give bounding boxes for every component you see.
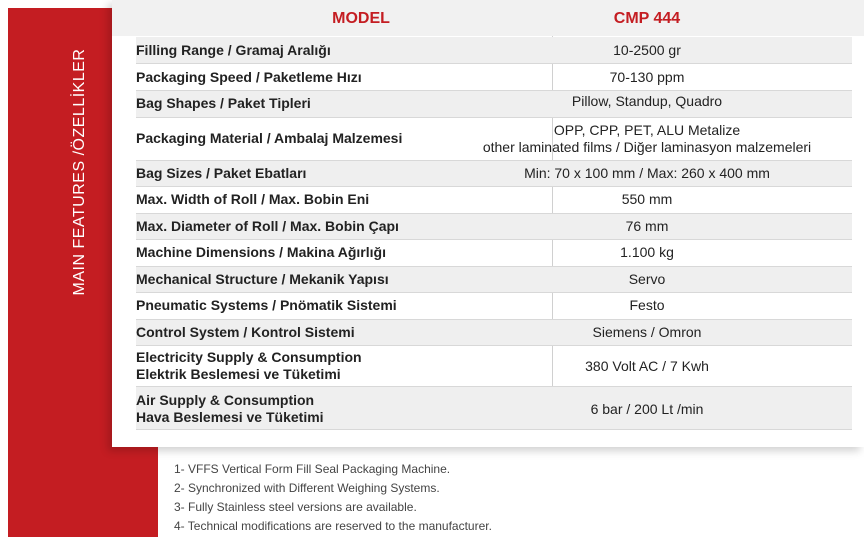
- row-value: 76 mm: [625, 218, 669, 234]
- row-value: Pillow, Standup, Quadro: [571, 93, 723, 109]
- row-value: 70-130 ppm: [609, 69, 685, 85]
- row-label: Bag Sizes / Paket Ebatları: [136, 165, 307, 181]
- footnote: 2- Synchronized with Different Weighing Systems.: [174, 481, 440, 495]
- header-model-label: MODEL: [332, 10, 390, 27]
- row-label: Pneumatic Systems / Pnömatik Sistemi: [136, 297, 397, 313]
- row-value: Servo: [628, 271, 666, 287]
- row-label: Filling Range / Gramaj Aralığı: [136, 42, 331, 58]
- row-label: Bag Shapes / Paket Tipleri: [136, 95, 311, 111]
- table-row: [136, 240, 852, 267]
- table-row: [136, 293, 852, 320]
- footnote: 3- Fully Stainless steel versions are available.: [174, 500, 417, 514]
- table-row: [136, 161, 852, 187]
- row-label: Electricity Supply & Consumption: [136, 349, 362, 365]
- spec-table: [112, 0, 864, 447]
- footnotes: [174, 460, 834, 536]
- table-header: [112, 0, 864, 36]
- row-value: 380 Volt AC / 7 Kwh: [585, 358, 709, 374]
- table-row: [136, 346, 852, 387]
- row-value: Siemens / Omron: [592, 324, 702, 340]
- footnote: 1- VFFS Vertical Form Fill Seal Packaging Machine.: [174, 462, 451, 476]
- table-row: [136, 387, 852, 430]
- header-model-value: CMP 444: [613, 10, 681, 27]
- row-label-line2: Elektrik Beslemesi ve Tüketimi: [136, 366, 341, 382]
- table-row: [136, 64, 852, 91]
- table-row: [136, 214, 852, 240]
- row-value: 6 bar / 200 Lt /min: [590, 401, 704, 417]
- row-value: OPP, CPP, PET, ALU Metalize: [553, 122, 741, 138]
- table-row: [136, 187, 852, 214]
- table-row: [136, 91, 852, 118]
- row-label: Air Supply & Consumption: [136, 392, 315, 408]
- side-title: MAIN FEATURES /ÖZELLİKLER: [71, 48, 88, 296]
- row-value: Festo: [629, 297, 665, 313]
- footnote: 4- Technical modifications are reserved to the manufacturer.: [174, 519, 492, 533]
- row-value: 1.100 kg: [620, 244, 674, 260]
- table-row: [136, 37, 852, 64]
- row-value: 10-2500 gr: [613, 42, 681, 58]
- row-value: 550 mm: [621, 191, 673, 207]
- table-row: [136, 320, 852, 346]
- row-label: Packaging Speed / Paketleme Hızı: [136, 69, 362, 85]
- row-label: Mechanical Structure / Mekanik Yapısı: [136, 271, 389, 287]
- row-label: Control System / Kontrol Sistemi: [136, 324, 355, 340]
- row-value: Min: 70 x 100 mm / Max: 260 x 400 mm: [524, 165, 770, 181]
- row-label: Max. Diameter of Roll / Max. Bobin Çapı: [136, 218, 399, 234]
- row-label: Machine Dimensions / Makina Ağırlığı: [136, 244, 386, 260]
- row-label-line2: Hava Beslemesi ve Tüketimi: [136, 409, 324, 425]
- table-row: [136, 267, 852, 293]
- row-label: Max. Width of Roll / Max. Bobin Eni: [136, 191, 370, 207]
- row-value-line2: other laminated films / Diğer laminasyon malzemeleri: [482, 139, 812, 155]
- table-row: [136, 118, 852, 161]
- row-label: Packaging Material / Ambalaj Malzemesi: [136, 130, 403, 146]
